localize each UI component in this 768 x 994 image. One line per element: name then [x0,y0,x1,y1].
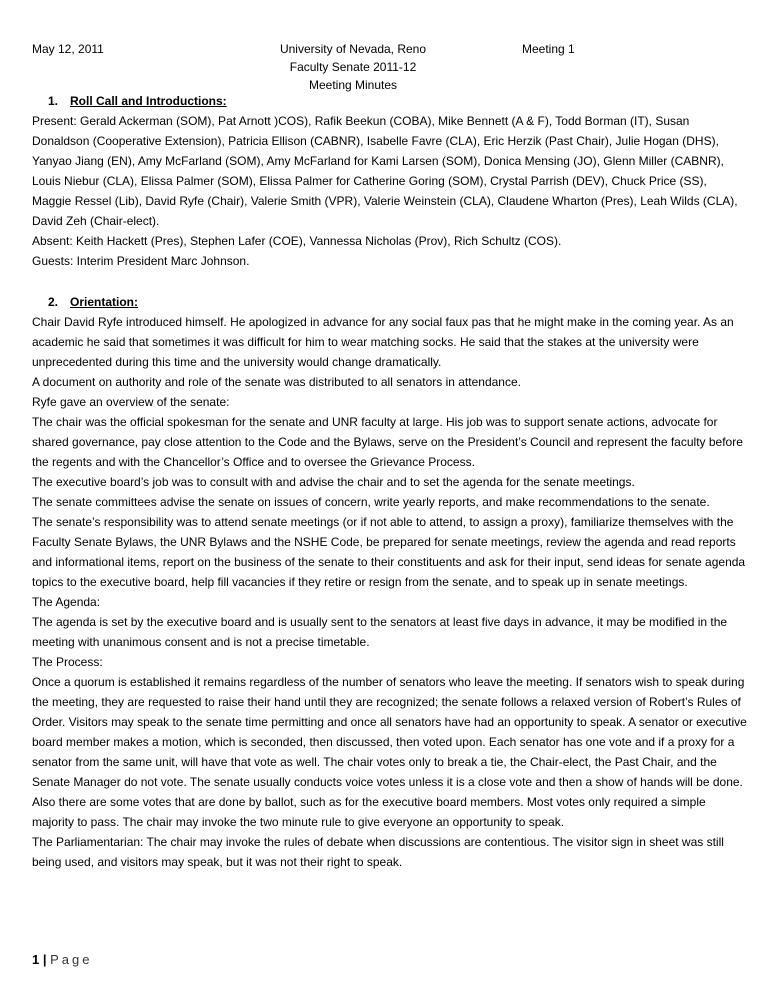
paragraph: The chair was the official spokesman for the senate and UNR faculty at large. His job was to support senate actions, advocate for shared governance, pay close attention to the Code and the Bylaws, serve on the President’s Council and represent the faculty before the regents and with the Chancellor’s Office and to oversee the Grievance Process. [32,415,743,469]
header-body: Faculty Senate 2011-12 [289,60,417,74]
paragraph: Once a quorum is established it remains regardless of the number of senators who leave the meeting. If senators wish to speak during the meeting, they are requested to raise their hand until they are recognized; the senate follows a relaxed version of Robert’s Rules of Order. Visitors may speak to the senate time permitting and once all senators have had an opportunity to speak. A senator or executive board member makes a motion, which is seconded, then discussed, then voted upon. Each senator has one vote and if a proxy for a senator from the same unit, will have that vote as well. The chair votes only to break a tie, the Chair-elect, the Past Chair, and the Senate Manager do not vote. The senate usually conducts voice votes unless it is a close vote and then a show of hands will be done. Also there are some votes that are done by ballot, such as for the executive board members. Most votes only required a simple majority to pass. The chair may invoke the two minute rule to give everyone an opportunity to speak. [32,675,747,829]
section-heading-orientation [32,292,748,312]
paragraph: The senate committees advise the senate on issues of concern, write yearly reports, and make recommendations to the senate. [32,495,710,509]
guests-list: Guests: Interim President Marc Johnson. [32,254,250,268]
paragraph: Ryfe gave an overview of the senate: [32,395,230,409]
section-title: Orientation: [70,295,138,309]
paragraph: A document on authority and role of the senate was distributed to all senators in attendance. [32,375,521,389]
header-title-block [228,40,478,94]
section-heading-roll-call [32,91,748,111]
page-label: Page [50,952,93,967]
header-date: May 12, 2011 [32,42,104,56]
paragraph: The senate’s responsibility was to attend senate meetings (or if not able to attend, to assign a proxy), familiarize themselves with the Faculty Senate Bylaws, the UNR Bylaws and the NSHE Code, be prepared for senate meetings, review the agenda and read reports and informational items, report on the business of the senate to their constituents and ask for their input, send ideas for senate agenda topics to the executive board, help fill vacancies if they retire or resign from the senate, and to speak up in senate meetings. [32,515,746,589]
header-institution: University of Nevada, Reno [279,42,427,56]
absent-list: Absent: Keith Hackett (Pres), Stephen Lafer (COE), Vannessa Nicholas (Prov), Rich Schultz (COS). [32,234,562,248]
section-number: 2. [48,295,59,309]
section-number: 1. [48,94,59,108]
section-title: Roll Call and Introductions: [70,94,227,108]
page-number: 1 [32,952,40,967]
paragraph: The executive board’s job was to consult with and advise the chair and to set the agenda for the senate meetings. [32,475,635,489]
header-meeting: Meeting 1 [522,42,575,56]
section-spacer [32,271,748,292]
paragraph: The Parliamentarian: The chair may invoke the rules of debate when discussions are contentious. The visitor sign in sheet was still being used, and visitors may speak, but it was not their right to speak. [32,835,724,869]
page-footer [32,950,93,970]
paragraph: The Process: [32,655,103,669]
present-list: Present: Gerald Ackerman (SOM), Pat Arnott )COS), Rafik Beekun (COBA), Mike Bennett (A & F), Todd Borman (IT), Susan Donaldson (Cooperative Extension), Patricia Ellison (CABNR), Isabelle Favre (CLA), Eric Herzik (Past Chair), Julie Hogan (DHS), Yanyao Jiang (EN), Amy McFarland (SOM), Amy McFarland for Kami Larsen (SOM), Donica Mensing (JO), Glenn Miller (CABNR), Louis Niebur (CLA), Elissa Palmer (SOM), Elissa Palmer for Catherine Goring (SOM), Crystal Parrish (DEV), Chuck Price (SS), Maggie Ressel (Lib), David Ryfe (Chair), Valerie Smith (VPR), Valerie Weinstein (CLA), Claudene Wharton (Pres), Leah Wilds (CLA), David Zeh (Chair-elect). [32,114,738,228]
paragraph: The agenda is set by the executive board and is usually sent to the senators at least five days in advance, it may be modified in the meeting with unanimous consent and is not a precise timetable. [32,615,728,649]
minutes-body [32,91,748,872]
footer-separator: | [42,952,47,967]
header-doc-type: Meeting Minutes [308,78,398,92]
paragraph: The Agenda: [32,595,101,609]
paragraph: Chair David Ryfe introduced himself. He apologized in advance for any social faux pas that he might make in the coming year. As an academic he said that sometimes it was difficult for him to wear matching socks. He said that the stakes at the university were unprecedented during this time and the university would change dramatically. [32,315,734,369]
